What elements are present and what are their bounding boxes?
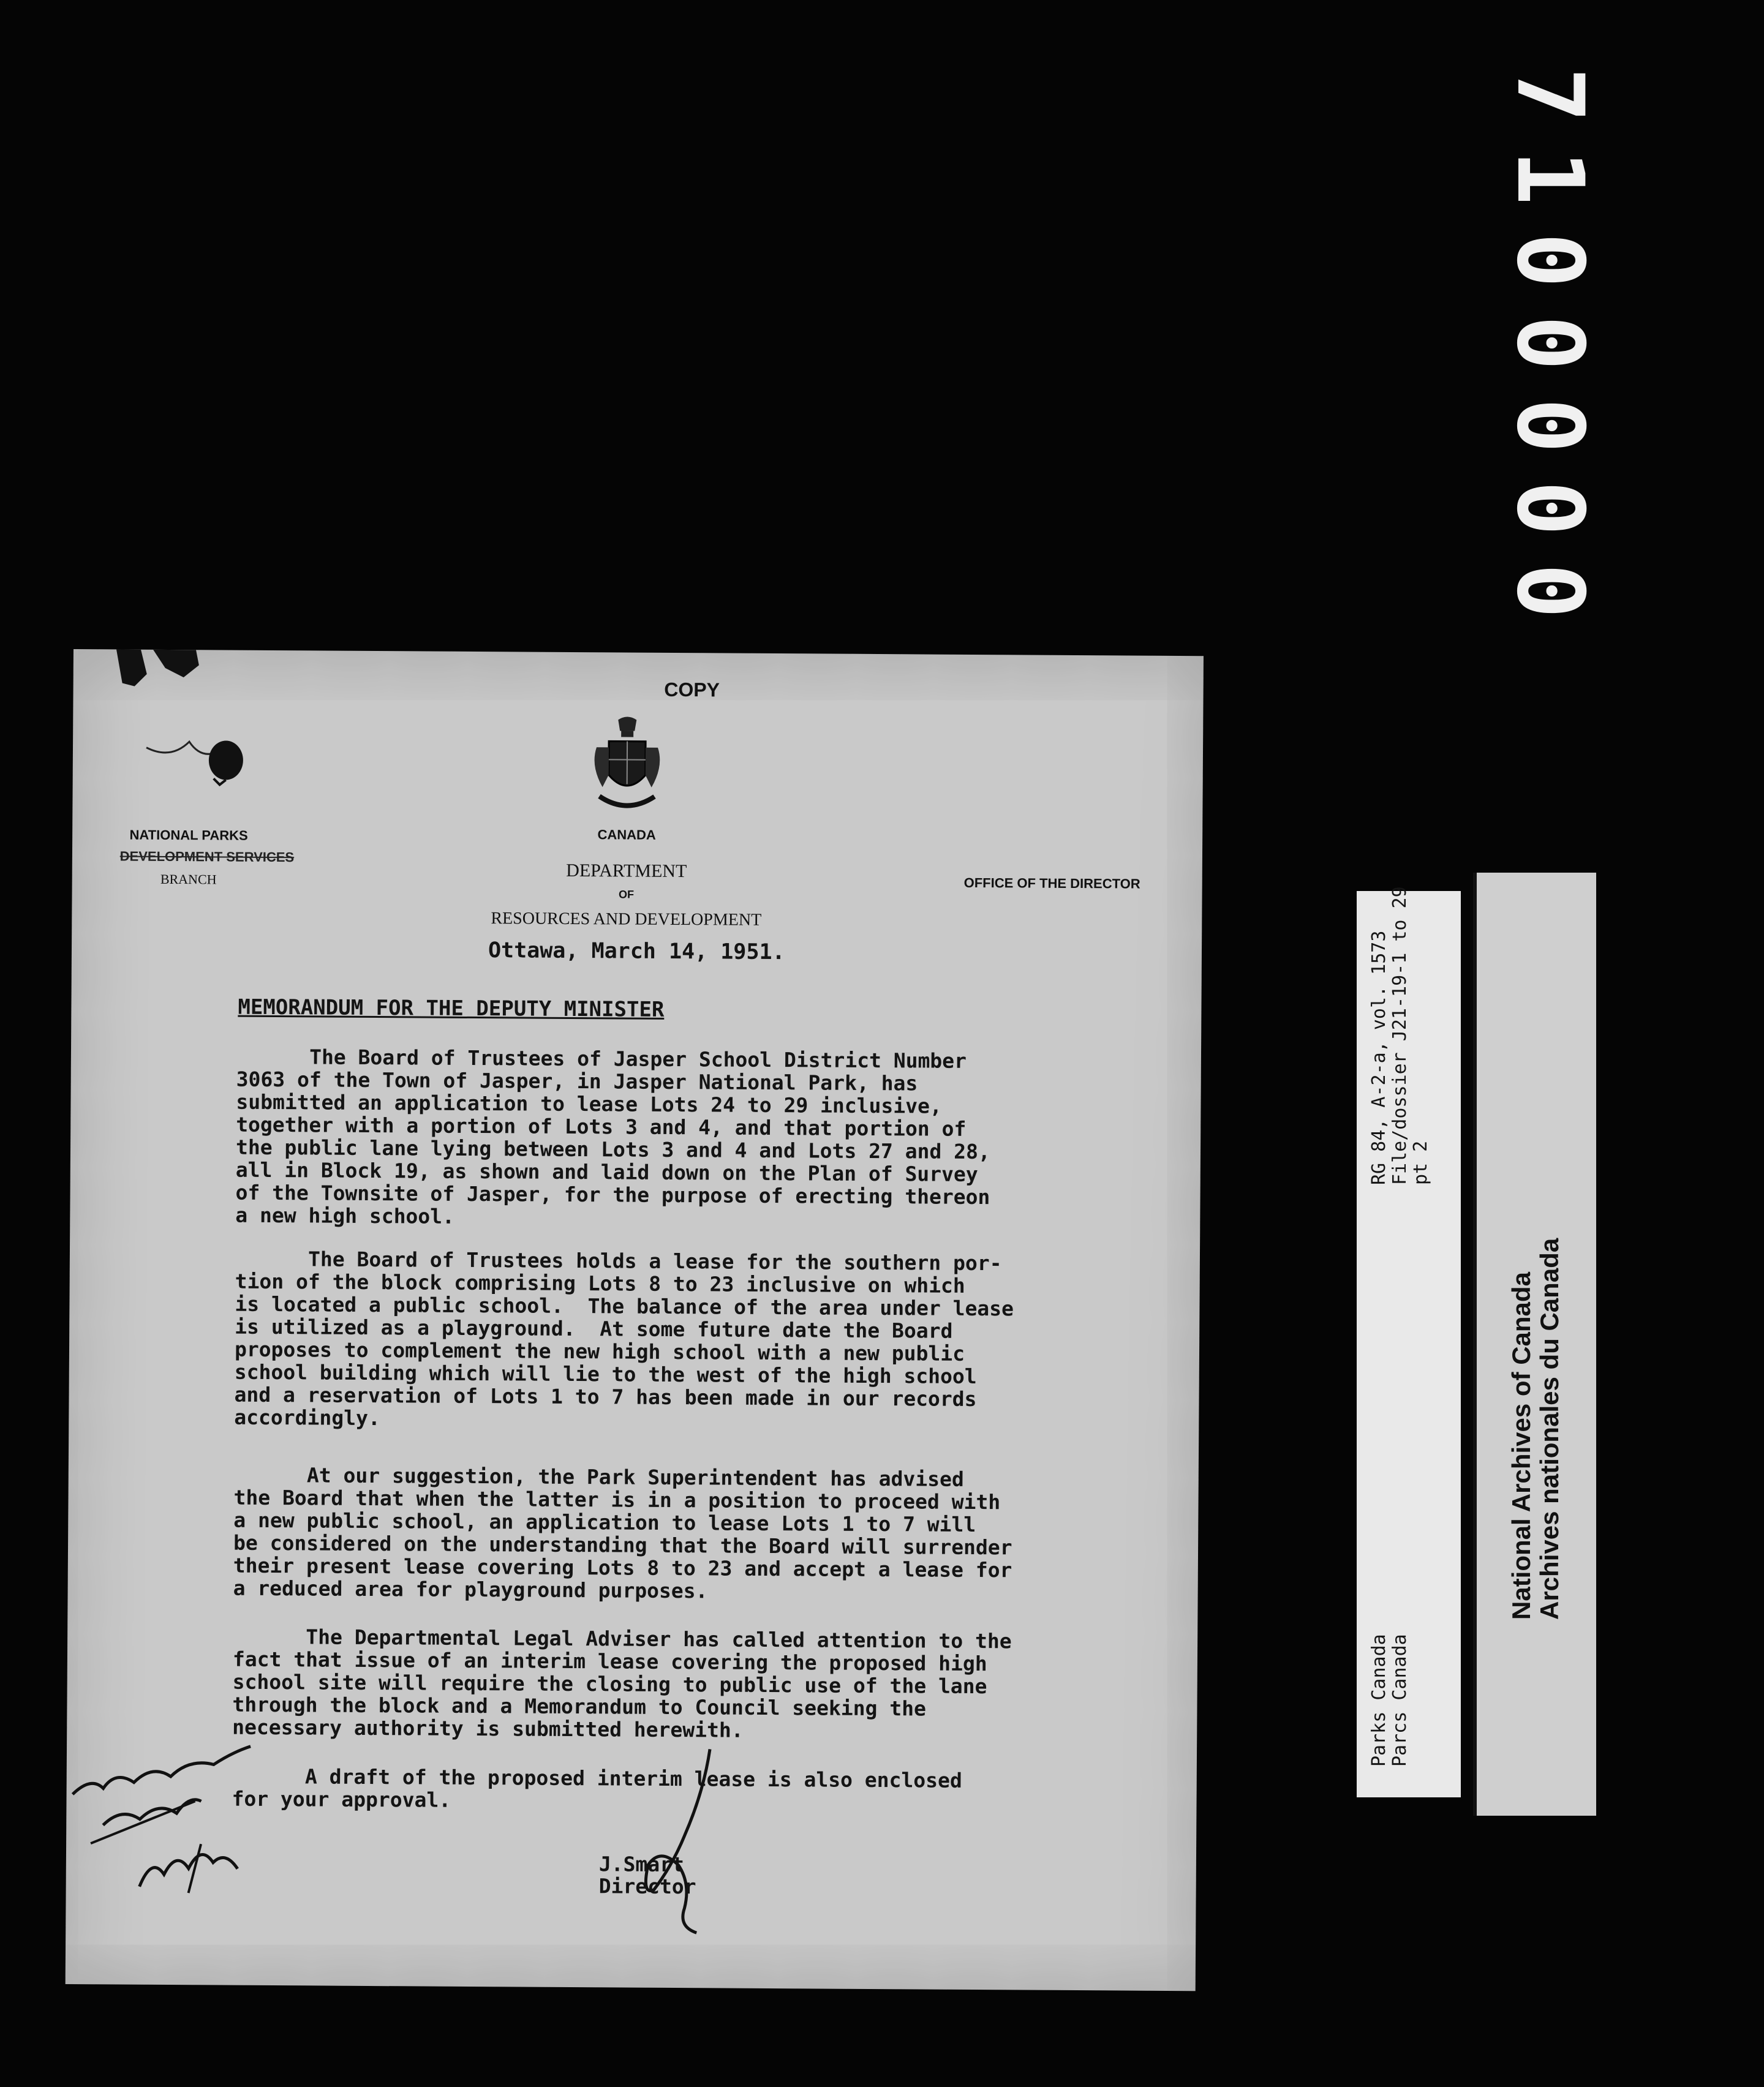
memo-paragraph-4: The Departmental Legal Adviser has called attention to the fact that issue of an interim lease covering the proposed high school site will require the closing to public use of the lane through the block and a Memorandum to Council seeking the necessary authority is submitted herewith. [232,1624,1012,1742]
frame-number [1494,49,1605,637]
national-archives-label [1473,873,1596,1816]
frame-digit: 0 [1496,563,1603,619]
letterhead-country: CANADA [597,827,656,843]
letterhead-ministry: RESOURCES AND DEVELOPMENT [491,909,762,930]
archive-reference-label [1357,886,1461,1797]
signatory-name: J.Smart [598,1852,685,1877]
frame-digit: 1 [1496,149,1603,206]
signatory-title: Director [598,1874,696,1899]
frame-digit: 0 [1496,397,1603,454]
office-of-director: OFFICE OF THE DIRECTOR [963,874,1140,892]
memo-subject: MEMORANDUM FOR THE DEPUTY MINISTER [238,995,665,1022]
frame-digit: 0 [1496,480,1603,536]
director-signature [617,1742,759,1939]
frame-digit: 7 [1496,67,1603,123]
memo-paragraph-3: At our suggestion, the Park Superintendent has advised the Board that when the latter is in a position to proceed with a new public school, an application to lease Lots 1 to 7 will be considered on the understanding that the Board will surrender their present lease covering Lots 8 to 23 and accept a lease for a reduced area for playground purposes. [233,1462,1012,1603]
branch-line-3: BRANCH [160,871,217,887]
memo-page [66,649,1204,1991]
branch-line-2-struck: DEVELOPMENT SERVICES [119,848,295,865]
frame-digit: 0 [1496,232,1603,288]
torn-corner-mark [74,649,233,693]
memo-paragraph-2: The Board of Trustees holds a lease for the southern por- tion of the block comprising Lots 8 to 23 inclusive on which is located a public school. The balance of the area under lease is utilized as a playground. At some future date the Board proposes to complement the new high school with a new public school building which will lie to the west of the high school and a reservation of Lots 1 to 7 has been made in our records accordingly. [234,1246,1014,1431]
handwritten-approval [66,1739,269,1924]
letterhead-of: OF [619,888,635,901]
memo-paragraph-5: A draft of the proposed interim lease is also enclosed for your approval. [232,1764,962,1812]
branch-stamp-mark [134,723,263,791]
memo-paragraph-1: The Board of Trustees of Jasper School District Number 3063 of the Town of Jasper, in Jasper National Park, has submitted an application to lease Lots 24 to 29 inclusive, together with a portion of Lots 3 and 4, and that portion of the public lane lying between Lots 3 and 4 and Lots 27 and 28, all in Block 19, as shown and laid down on the Plan of Survey of the Townsite of Jasper, for the purpose of erecting thereon a new high school. [235,1044,990,1228]
copy-stamp: COPY [664,678,720,701]
archive-reference: RG 84, A-2-a, vol. 1573 File/dossier J21-19-1 to 29 pt 2 [1368,886,1431,1185]
letterhead-department: DEPARTMENT [566,860,687,882]
branch-line-1: NATIONAL PARKS [129,827,248,843]
coat-of-arms-icon [584,713,670,818]
memo-date: Ottawa, March 14, 1951. [488,938,785,965]
frame-digit: 0 [1496,315,1603,371]
archives-name: National Archives of Canada Archives nationales du Canada [1507,1238,1564,1620]
agency-name: Parks Canada Parcs Canada [1368,1634,1411,1767]
